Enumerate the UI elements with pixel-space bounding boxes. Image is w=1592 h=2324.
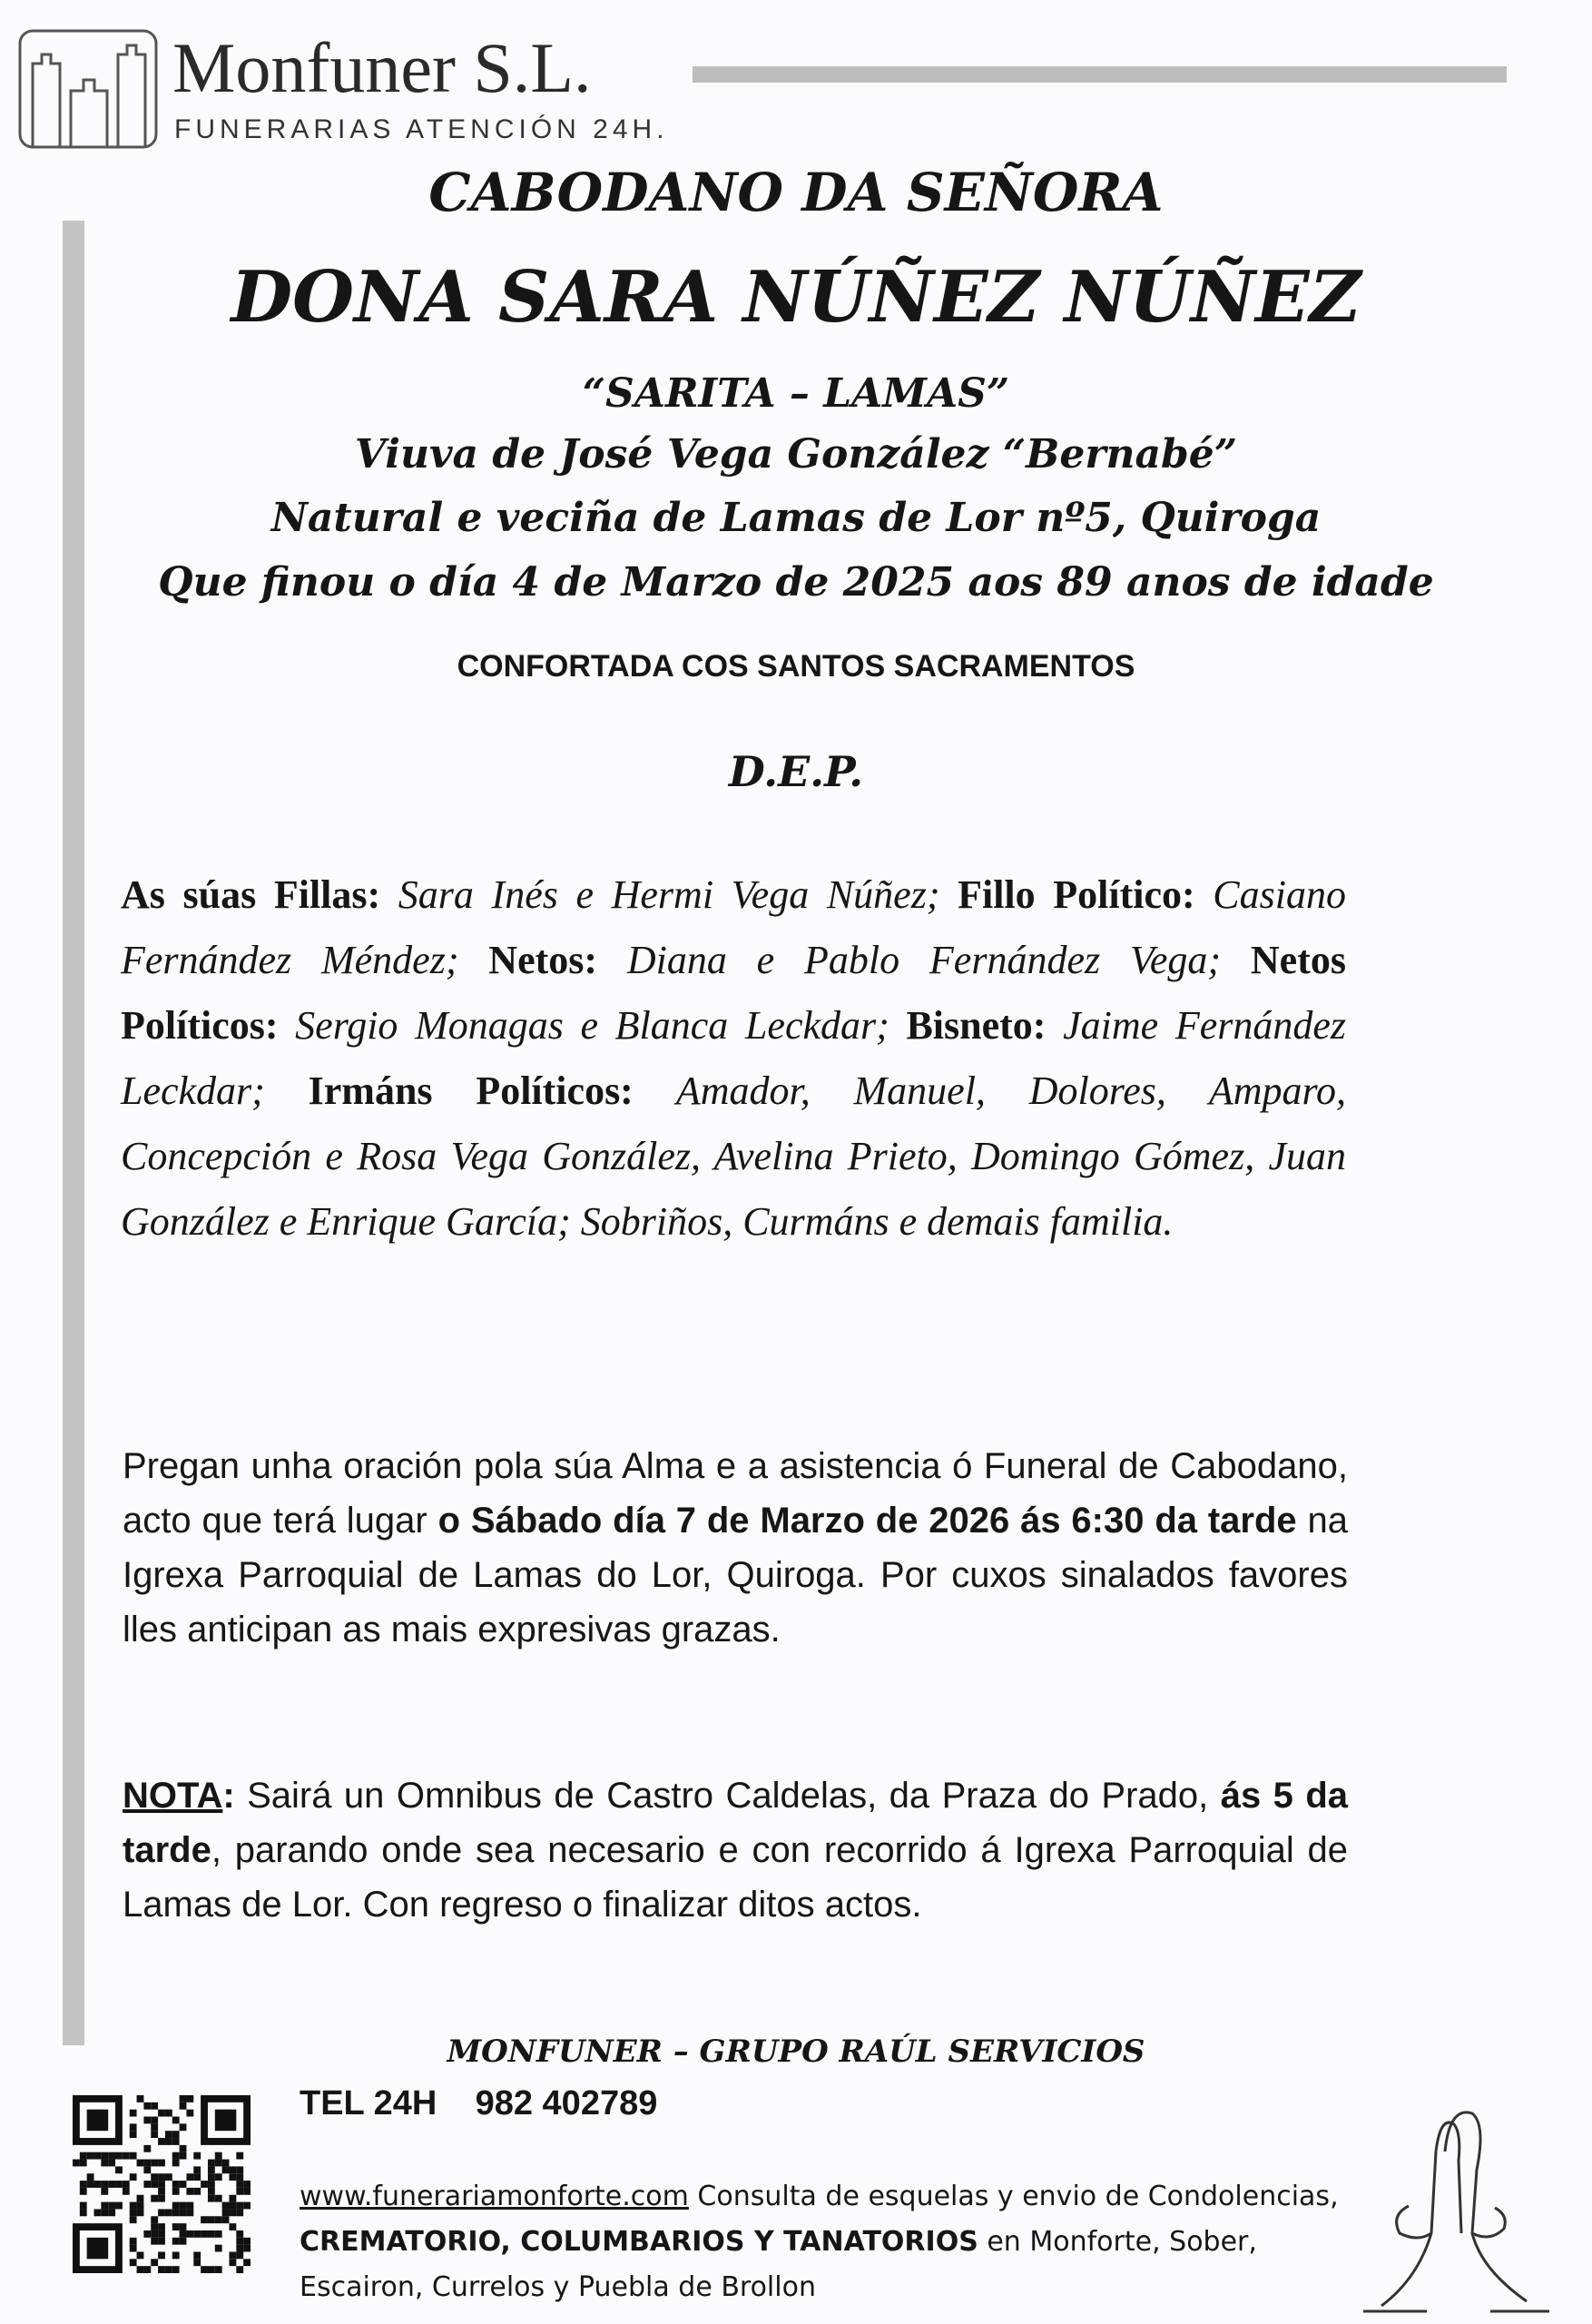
value-bisneto: Jaime Fernández Leckdar; — [121, 1003, 1346, 1113]
invite-text-1: Pregan unha oración pola súa Alma e a asistencia ó Funeral de Cabodano, acto que terá lugar — [123, 1446, 1348, 1541]
footer-text-2: en Monforte, Sober, Escairon, Currelos y Puebla de Brollon — [300, 2226, 1257, 2303]
nota-paragraph — [123, 1768, 1348, 1932]
tel-number[interactable]: 982 402789 — [475, 2084, 658, 2122]
death-line: Que finou o día 4 de Marzo de 2025 aos 89 anos de idade — [158, 559, 1434, 606]
company-tagline: FUNERARIAS ATENCIÓN 24H. — [174, 114, 669, 144]
praying-hands-icon — [1345, 2097, 1554, 2315]
value-irmans: Amador, Manuel, Dolores, Amparo, Concepción e Rosa Vega González, Avelina Prieto, Domingo Gómez, Juan González e Enrique García; Sobriños, Curmáns e demais familia. — [121, 1068, 1347, 1244]
nickname: “SARITA – LAMAS” — [582, 370, 1010, 417]
title-line-1: CABODANO DA SEÑORA — [428, 162, 1164, 223]
footer-text — [300, 2174, 1343, 2310]
nota-text-2: , parando onde sea necesario e con recorrido á Igrexa Parroquial de Lamas de Lor. Con regreso o finalizar ditos actos. — [123, 1830, 1348, 1925]
nota-text-1: Sairá un Omnibus de Castro Caldelas, da Praza do Prado, — [247, 1776, 1221, 1816]
company-name: Monfuner S.L. — [172, 28, 592, 107]
invitation-paragraph — [123, 1439, 1348, 1657]
label-netos: Netos: — [488, 938, 598, 982]
label-netos-politicos: Netos Políticos: — [121, 938, 1346, 1048]
title-line-2: DONA SARA NÚÑEZ NÚÑEZ — [231, 256, 1361, 339]
footer-group-name: MONFUNER – GRUPO RAÚL SERVICIOS — [447, 2034, 1145, 2070]
value-netos: Diana e Pablo Fernández Vega; — [597, 938, 1251, 982]
value-fillas: Sara Inés e Hermi Vega Núñez; — [380, 872, 958, 917]
family-paragraph — [121, 862, 1346, 1255]
nota-label: NOTA — [123, 1776, 223, 1816]
confortada-line: CONFORTADA COS SANTOS SACRAMENTOS — [457, 649, 1135, 684]
header-rule — [693, 66, 1507, 83]
nota-time: ás 5 da tarde — [123, 1776, 1348, 1870]
nota-colon: : — [222, 1776, 248, 1816]
invite-text-2: na Igrexa Parroquial de Lamas do Lor, Quiroga. Por cuxos sinalados favores lles anticipan as mais expresivas grazas. — [123, 1501, 1348, 1649]
widow-line: Viuva de José Vega González “Bernabé” — [354, 431, 1238, 478]
natural-line: Natural e veciña de Lamas de Lor nº5, Quiroga — [270, 495, 1322, 541]
value-netos-politicos: Sergio Monagas e Blanca Leckdar; — [278, 1003, 907, 1048]
logo — [16, 27, 162, 154]
label-fillo: Fillo Político: — [958, 872, 1195, 917]
castle-logo-icon — [16, 27, 162, 154]
website-link[interactable]: www.funerariamonforte.com — [300, 2181, 689, 2212]
footer-text-1: Consulta de esquelas y envio de Condolencias, — [688, 2181, 1339, 2212]
dep-line: D.E.P. — [728, 747, 864, 796]
footer-services: CREMATORIO, COLUMBARIOS Y TANATORIOS — [300, 2226, 978, 2258]
label-fillas: As súas Fillas: — [121, 872, 381, 917]
label-irmans: Irmáns Políticos: — [308, 1068, 634, 1113]
label-bisneto: Bisneto: — [906, 1003, 1047, 1048]
telephone — [300, 2084, 657, 2123]
qr-code-icon[interactable] — [73, 2095, 251, 2273]
value-fillo: Casiano Fernández Méndez; — [121, 872, 1346, 982]
tel-label: TEL 24H — [300, 2084, 437, 2122]
invite-date: o Sábado día 7 de Marzo de 2026 ás 6:30 da tarde — [437, 1501, 1297, 1541]
